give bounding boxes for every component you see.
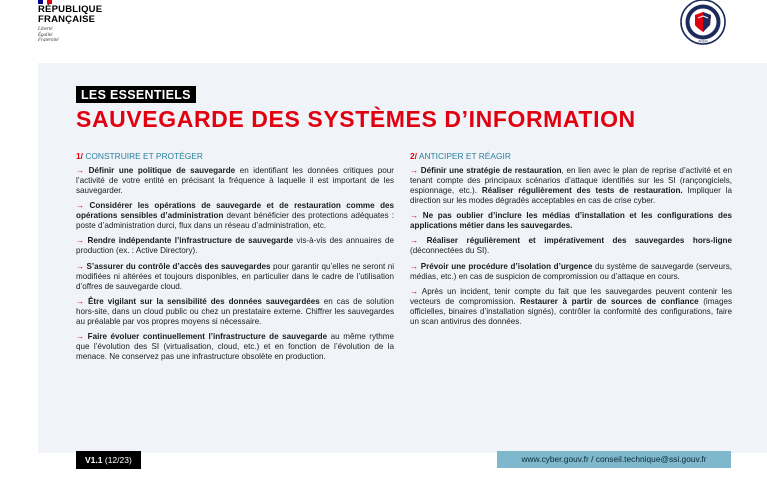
item-bold: Réaliser régulièrement et impérativement des sauvegardes hors-ligne	[426, 236, 733, 246]
list-item	[76, 297, 394, 327]
list-item	[410, 287, 732, 327]
item-text: (images officielles, binaires d’installation signés), contrôler la conformité des configurations, faire un scan antivirus des données.	[410, 296, 732, 326]
arrow-right-icon: →	[410, 287, 419, 297]
item-bold: Ne pas oublier d’inclure les médias d’installation et les configurations des applications métier dans les sauvegardes.	[410, 211, 733, 231]
item-text: (déconnectées du SI).	[410, 246, 490, 256]
item-bold: Réaliser régulièrement des tests de restauration.	[481, 185, 683, 195]
republique-logo-text	[38, 5, 102, 25]
arrow-right-icon: →	[410, 166, 419, 175]
arrow-right-icon: →	[410, 261, 419, 271]
item-text: vis-à-vis des annuaires de production (ex. : Active Directory).	[76, 236, 394, 256]
brand-line-2: FRANÇAISE	[38, 14, 96, 25]
item-text: du système de sauvegarde (serveurs, médias, etc.) en cas de suspicion de compromission ou d’attaque en cours.	[410, 261, 732, 281]
motto-line: Égalité	[38, 32, 53, 38]
motto-line: Liberté	[38, 27, 53, 32]
version-date: (12/23)	[104, 455, 132, 465]
column-heading	[76, 151, 394, 161]
column-number: 1/	[76, 151, 83, 161]
column-number: 2/	[410, 151, 417, 161]
column-heading	[410, 151, 732, 161]
list-item	[76, 201, 394, 231]
list-item	[76, 262, 394, 292]
contact-link[interactable]: www.cyber.gouv.fr / conseil.technique@ssi.gouv.fr	[497, 451, 731, 468]
item-text: Après un incident, tenir compte du fait que les sauvegardes peuvent contenir les vecteurs de compromission.	[410, 287, 732, 306]
motto-line: Fraternité	[38, 38, 59, 44]
arrow-right-icon: →	[410, 211, 419, 221]
arrow-right-icon: →	[76, 201, 85, 211]
list-item	[410, 236, 732, 256]
item-bold: Rendre indépendante l’infrastructure de sauvegarde	[87, 236, 294, 246]
list-item	[410, 166, 732, 206]
item-text: au même rythme que l’évolution des SI (virtualisation, cloud, etc.) et en fonction de l’évolution de la menace. Ne conservez pas une infrastructure obsolète en production.	[76, 332, 394, 361]
motto	[38, 27, 59, 44]
list-item	[76, 332, 394, 362]
item-text: , en lien avec le plan de reprise d’activité et en tenant compte des principaux scénarios d’attaque identifiés sur les SI (rançongiciels, espionnage, etc.).	[410, 166, 732, 195]
item-bold: Définir une stratégie de restauration	[420, 166, 562, 175]
item-text: en identifiant les données critiques pour l’activité de votre entité en précisant la fréquence à laquelle il est important de les sauvegarder.	[76, 166, 394, 195]
column-heading-text: ANTICIPER ET RÉAGIR	[418, 151, 511, 161]
version-badge	[76, 451, 141, 469]
page-title: SAUVEGARDE DES SYSTÈMES D’INFORMATION	[76, 106, 636, 132]
arrow-right-icon: →	[76, 166, 85, 175]
arrow-right-icon: →	[76, 261, 85, 271]
header	[0, 0, 767, 62]
item-bold: Faire évoluer continuellement l’infrastructure de sauvegarde	[87, 332, 328, 342]
item-text: en cas de solution hors-site, dans un cloud public ou chez un prestataire externe. Chiffrer les sauvegardes au préalable par vos propres moyens si nécessaire.	[76, 296, 395, 326]
column-construire	[76, 151, 394, 367]
arrow-right-icon: →	[410, 236, 419, 246]
item-text: devant bénéficier des protections adéquates : poste d’administration durci, flux dans un réseau d’administration, etc.	[76, 211, 394, 231]
item-bold: Restaurer à partir de sources de confiance	[520, 296, 699, 306]
list-item	[76, 236, 394, 256]
arrow-right-icon: →	[76, 236, 85, 246]
list-item	[410, 262, 732, 282]
column-heading-text: CONSTRUIRE ET PROTÉGER	[85, 151, 203, 161]
column-anticiper	[410, 151, 732, 332]
version-number: V1.1	[85, 455, 103, 465]
brand-line-1: RÉPUBLIQUE	[38, 4, 103, 15]
list-item	[76, 166, 394, 196]
arrow-right-icon: →	[76, 296, 85, 306]
item-bold: Considérer les opérations de sauvegarde et de restauration comme des opérations sensibles d’administration	[76, 201, 395, 221]
item-bold: Être vigilant sur la sensibilité des données sauvegardées	[88, 296, 320, 306]
item-text: Impliquer la direction sur les modes dégradés acceptables en cas de crise cyber.	[410, 185, 732, 205]
item-text: pour garantir qu’elles ne seront ni modifiées ni altérées et toujours disponibles, en particulier dans le cadre de l’utilisation d’offres de sauvegarde cloud.	[76, 261, 394, 291]
anssi-seal-icon	[676, 0, 730, 46]
seal-caption: ANSSI	[698, 39, 708, 44]
section-tag: LES ESSENTIELS	[76, 86, 196, 103]
item-bold: Prévoir une procédure d’isolation d’urgence	[420, 261, 593, 271]
list-item	[410, 211, 732, 231]
arrow-right-icon: →	[76, 332, 85, 342]
item-bold: Définir une politique de sauvegarde	[88, 166, 236, 175]
item-bold: S’assurer du contrôle d’accès des sauvegardes	[86, 261, 271, 271]
